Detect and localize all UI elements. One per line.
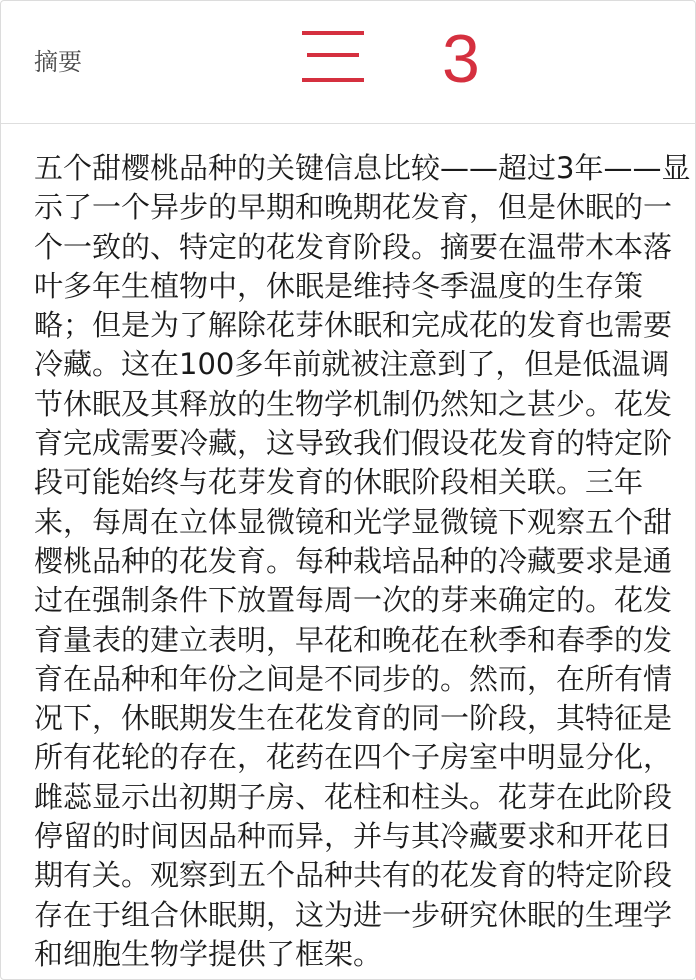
abstract-line: 育在品种和年份之间是不同步的。然而，在所有情 bbox=[34, 661, 673, 696]
abstract-line: 期有关。观察到五个品种共有的花发育的特定阶段 bbox=[34, 858, 673, 893]
abstract-line: 段可能始终与花芽发育的休眠阶段相关联。三年 bbox=[34, 465, 644, 500]
abstract-line: 略；但是为了解除花芽休眠和完成花的发育也需要 bbox=[34, 308, 673, 343]
abstract-line: 冷藏。这在100多年前就被注意到了，但是低温调 bbox=[34, 347, 670, 382]
abstract-line: 育完成需要冷藏，这导致我们假设花发育的特定阶 bbox=[34, 426, 673, 461]
abstract-line: 叶多年生植物中，休眠是维持冬季温度的生存策 bbox=[34, 268, 644, 303]
header-bar bbox=[1, 1, 695, 124]
abstract-line: 五个甜樱桃品种的关键信息比较——超过3年——显 bbox=[34, 151, 691, 185]
abstract-line: 过在强制条件下放置每周一次的芽来确定的。花发 bbox=[34, 583, 673, 618]
abstract-line: 节休眠及其释放的生物学机制仍然知之甚少。花发 bbox=[34, 386, 673, 421]
abstract-line: 来，每周在立体显微镜和光学显微镜下观察五个甜 bbox=[34, 504, 673, 539]
abstract-line: 况下，休眠期发生在花发育的同一阶段，其特征是 bbox=[34, 701, 673, 736]
hamburger-menu-icon[interactable] bbox=[302, 31, 364, 83]
hamburger-menu-icon-graphic bbox=[302, 31, 364, 83]
abstract-line: 育量表的建立表明，早花和晚花在秋季和春季的发 bbox=[34, 622, 673, 657]
abstract-line: 雌蕊显示出初期子房、花柱和柱头。花芽在此阶段 bbox=[34, 779, 673, 814]
abstract-line: 和细胞生物学提供了框架。 bbox=[34, 936, 383, 971]
abstract-text bbox=[34, 149, 691, 974]
page-title: 摘要 bbox=[34, 48, 82, 76]
abstract-line: 樱桃品种的花发育。每种栽培品种的冷藏要求是通 bbox=[34, 543, 673, 578]
abstract-line: 停留的时间因品种而异，并与其冷藏要求和开花日 bbox=[34, 819, 673, 854]
page-number[interactable]: 3 bbox=[442, 21, 480, 97]
abstract-line: 个一致的、特定的花发育阶段。摘要在温带木本落 bbox=[34, 229, 673, 264]
abstract-line: 示了一个异步的早期和晚期花发育，但是休眠的一 bbox=[34, 190, 673, 225]
abstract-line: 存在于组合休眠期，这为进一步研究休眠的生理学 bbox=[34, 897, 673, 932]
abstract-line: 所有花轮的存在，花药在四个子房室中明显分化， bbox=[34, 740, 673, 775]
